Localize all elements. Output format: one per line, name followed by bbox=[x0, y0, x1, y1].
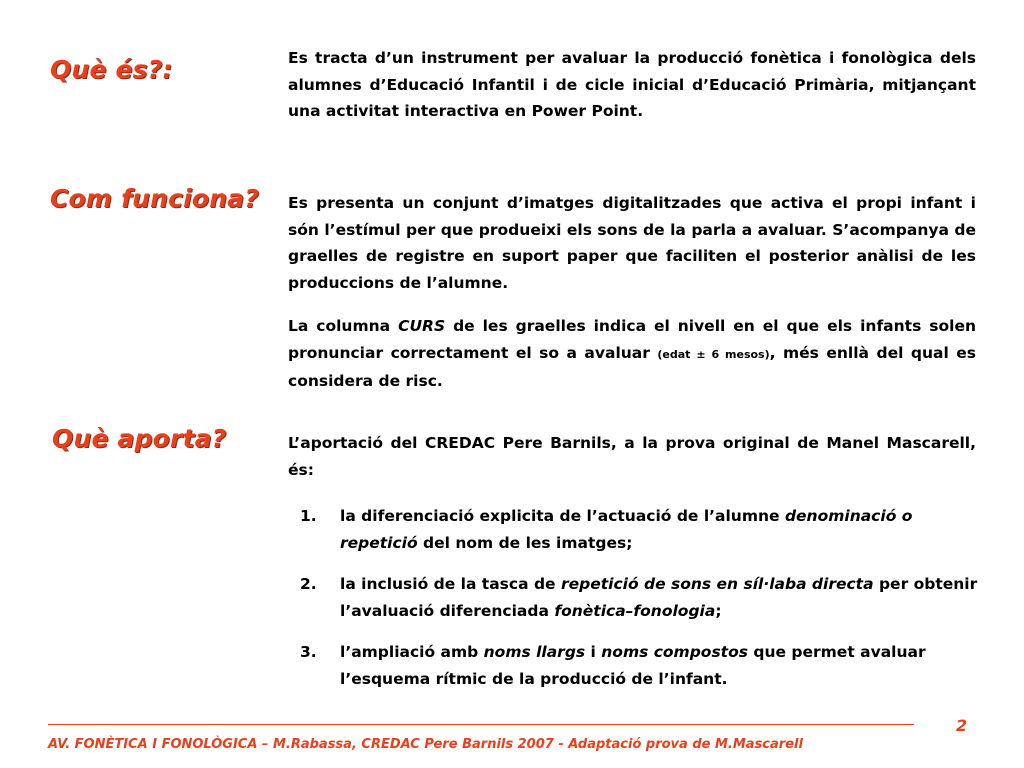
list-number: 1. bbox=[300, 507, 317, 525]
heading-que-es: Què és?: bbox=[50, 55, 173, 84]
page-number: 2 bbox=[956, 716, 968, 735]
list-text: la diferenciació explicita de l’actuació de l’alumne denominació o repetició del nom de les imatges; bbox=[340, 507, 913, 552]
paragraph-que-aporta-intro: L’aportació del CREDAC Pere Barnils, a la prova original de Manel Mascarell, és: bbox=[288, 434, 976, 479]
list-item bbox=[300, 571, 980, 624]
text-segment: , més enllà del qual es considera de risc. bbox=[288, 343, 976, 390]
curs-term: CURS bbox=[398, 317, 446, 335]
text-segment: de les graelles indica el nivell en el que els infants solen pronunciar correctament el so a avaluar bbox=[288, 317, 976, 362]
list-item bbox=[300, 639, 980, 692]
paragraph-que-es: Es tracta d’un instrument per avaluar la producció fonètica i fonològica dels alumnes d’Educació Infantil i de cicle inicial d’Educació Primària, mitjançant una activitat interactiva en Power Point. bbox=[288, 49, 976, 120]
list-text: l’ampliació amb noms llargs i noms compostos que permet avaluar l’esquema rítmic de la producció de l’infant. bbox=[340, 643, 926, 688]
age-note: (edat ± 6 mesos) bbox=[657, 347, 770, 361]
list-item bbox=[300, 503, 980, 556]
contributions-list bbox=[300, 503, 980, 707]
list-number: 3. bbox=[300, 643, 317, 661]
footer-divider bbox=[48, 724, 914, 725]
heading-que-aporta: Què aporta? bbox=[52, 424, 227, 453]
paragraph-com-funciona-1: Es presenta un conjunt d’imatges digitalitzades que activa el propi infant i són l’estímul per que produeixi els sons de la parla a avaluar. S’acompanya de graelles de registre en suport paper que faciliten el posterior anàlisi de les produccions de l’alumne. bbox=[288, 194, 976, 292]
heading-com-funciona: Com funciona? bbox=[50, 184, 260, 213]
text-segment: La columna bbox=[288, 317, 399, 335]
footer-text: AV. FONÈTICA I FONOLÒGICA – M.Rabassa, CREDAC Pere Barnils 2007 - Adaptació prova de M.Mascarell bbox=[48, 737, 803, 752]
list-text: la inclusió de la tasca de repetició de sons en síl·laba directa per obtenir l’avaluació diferenciada fonètica–fonologia; bbox=[340, 575, 978, 620]
paragraph-com-funciona-2 bbox=[288, 313, 976, 395]
list-number: 2. bbox=[300, 575, 317, 593]
